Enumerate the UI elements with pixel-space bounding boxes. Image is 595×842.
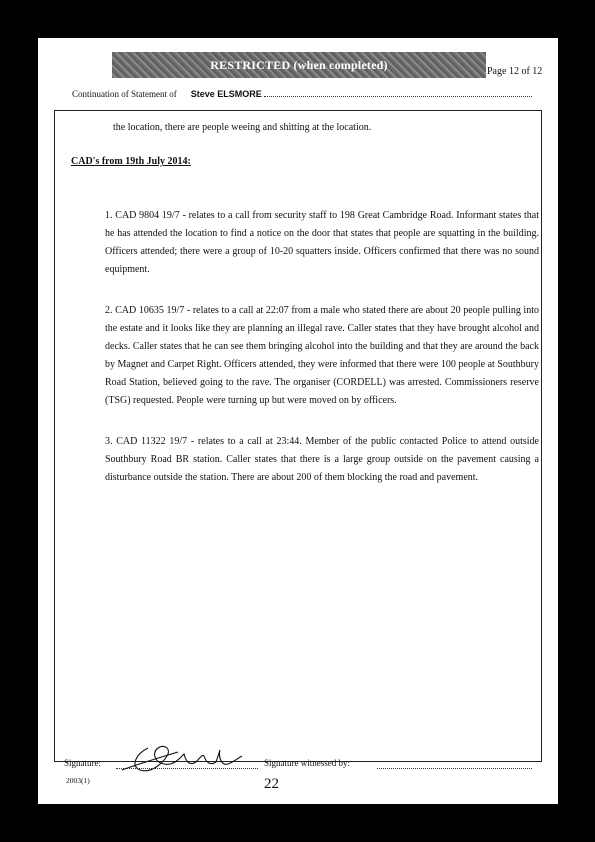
signature-row <box>64 750 534 780</box>
section-heading: CAD's from 19th July 2014: <box>71 156 191 167</box>
banner-text: RESTRICTED (when completed) <box>210 57 388 72</box>
statement-name: Steve ELSMORE <box>190 89 262 99</box>
handwritten-signature <box>118 740 248 776</box>
continuation-label: Continuation of Statement of <box>72 89 177 99</box>
statement-page <box>38 38 558 804</box>
witness-line <box>377 768 532 769</box>
footer-page-number: 22 <box>264 776 279 792</box>
cad-paragraph-2: 2. CAD 10635 19/7 - relates to a call at 22:07 from a male who stated there are about 20 people pulling into the estate and it looks like they are planning an illegal rave. Caller states that they have brought alcohol and decks. Caller states that he can see them bringing alcohol into the building and that they are around the back by Magnet and Carpet Right. Officers attended, they were informed that there were 100 people at Southbury Road Station, believed going to the rave. The organiser (CORDELL) was arrested. Commissioners reserve (TSG) requested. People were turning up but were moved on by officers. <box>105 305 539 406</box>
witness-label: Signature witnessed by: <box>264 758 350 768</box>
cad-paragraph-3: 3. CAD 11322 19/7 - relates to a call at 23:44. Member of the public contacted Police to attend outside Southbury Road BR station. Caller states that there is a large group outside on the pavement causing a disturbance outside the station. There are about 200 of them blocking the road and pavement. <box>105 436 539 483</box>
dotted-line <box>264 88 532 97</box>
page-number: Page 12 of 12 <box>487 66 543 77</box>
continuation-line <box>72 88 532 99</box>
cad-paragraph-1: 1. CAD 9804 19/7 - relates to a call from security staff to 198 Great Cambridge Road. Informant states that he has attended the location to find a notice on the door that states that people are squatting in the building. Officers attended; there were a group of 10-20 squatters inside. Officers confirmed that there was no sound equipment. <box>105 210 539 275</box>
statement-body-box <box>54 110 542 762</box>
signature-label: Signature: <box>64 758 101 768</box>
form-code: 2003(1) <box>66 776 90 785</box>
restricted-banner <box>112 52 486 78</box>
intro-text: the location, there are people weeing and shitting at the location. <box>113 122 372 133</box>
